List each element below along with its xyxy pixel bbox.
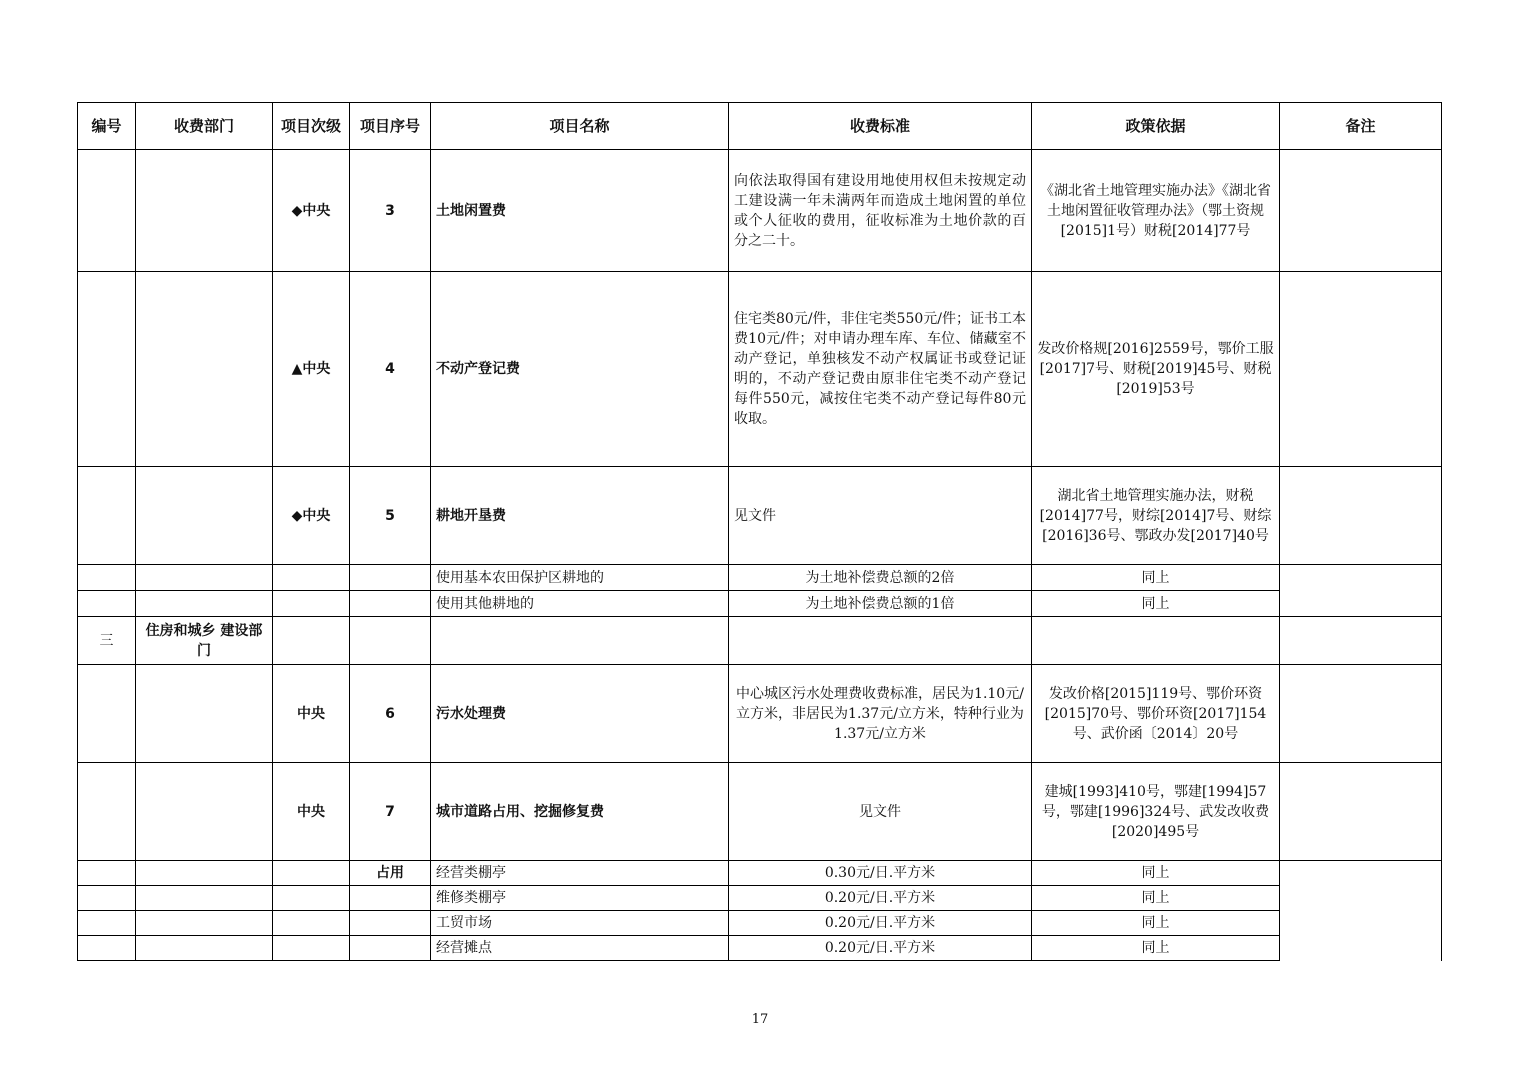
cell-no (78, 565, 136, 591)
cell-remark (1280, 763, 1442, 861)
cell-standard: 住宅类80元/件，非住宅类550元/件；证书工本费10元/件；对申请办理车库、车位、储藏室不动产登记，单独核发不动产权属证书或登记证明的，不动产登记费由原非住宅类不动产登记每件550元，减按住宅类不动产登记每件80元收取。 (729, 272, 1032, 467)
cell-seq (350, 591, 431, 617)
page-number: 17 (751, 1012, 769, 1027)
header-seq: 项目序号 (350, 103, 431, 150)
cell-basis: 同上 (1032, 936, 1280, 961)
cell-seq: 6 (350, 665, 431, 763)
table-row (78, 936, 1442, 961)
cell-name: 经营类棚亭 (431, 861, 729, 886)
cell-seq (350, 617, 431, 665)
cell-seq: 7 (350, 763, 431, 861)
cell-dept (136, 936, 273, 961)
cell-seq (350, 911, 431, 936)
cell-name: 经营摊点 (431, 936, 729, 961)
cell-no (78, 936, 136, 961)
cell-level (273, 861, 350, 886)
fee-table (77, 102, 1442, 961)
cell-dept: 住房和城乡 建设部门 (136, 617, 273, 665)
cell-standard (729, 617, 1032, 665)
cell-seq: 5 (350, 467, 431, 565)
section-row (78, 617, 1442, 665)
cell-level: ◆中央 (273, 467, 350, 565)
cell-dept (136, 861, 273, 886)
cell-no (78, 911, 136, 936)
cell-name (431, 617, 729, 665)
header-row (78, 103, 1442, 150)
cell-basis: 《湖北省土地管理实施办法》《湖北省土地闲置征收管理办法》（鄂土资规[2015]1号）财税[2014]77号 (1032, 150, 1280, 272)
cell-name: 耕地开垦费 (431, 467, 729, 565)
header-remark: 备注 (1280, 103, 1442, 150)
cell-no (78, 467, 136, 565)
cell-seq (350, 936, 431, 961)
table-row (78, 886, 1442, 911)
cell-remark (1280, 565, 1442, 617)
cell-no: 三 (78, 617, 136, 665)
cell-remark (1280, 272, 1442, 467)
header-no: 编号 (78, 103, 136, 150)
cell-remark (1280, 617, 1442, 665)
cell-dept (136, 886, 273, 911)
cell-level: ◆中央 (273, 150, 350, 272)
cell-standard: 见文件 (729, 467, 1032, 565)
cell-remark (1280, 467, 1442, 565)
cell-level: ▲中央 (273, 272, 350, 467)
cell-level (273, 591, 350, 617)
cell-dept (136, 150, 273, 272)
cell-name: 使用基本农田保护区耕地的 (431, 565, 729, 591)
table-row (78, 467, 1442, 565)
cell-level (273, 617, 350, 665)
cell-seq: 3 (350, 150, 431, 272)
cell-no (78, 150, 136, 272)
cell-no (78, 763, 136, 861)
cell-standard: 0.20元/日.平方米 (729, 886, 1032, 911)
cell-name: 工贸市场 (431, 911, 729, 936)
cell-dept (136, 467, 273, 565)
cell-seq: 4 (350, 272, 431, 467)
cell-level (273, 936, 350, 961)
cell-standard: 0.20元/日.平方米 (729, 911, 1032, 936)
cell-no (78, 861, 136, 886)
table-row (78, 665, 1442, 763)
cell-dept (136, 591, 273, 617)
cell-basis: 同上 (1032, 565, 1280, 591)
cell-level (273, 565, 350, 591)
header-dept: 收费部门 (136, 103, 273, 150)
table-row (78, 565, 1442, 591)
cell-no (78, 272, 136, 467)
cell-standard: 中心城区污水处理费收费标准，居民为1.10元/立方米，非居民为1.37元/立方米，特种行业为1.37元/立方米 (729, 665, 1032, 763)
cell-remark (1280, 150, 1442, 272)
cell-basis: 同上 (1032, 911, 1280, 936)
cell-standard: 0.20元/日.平方米 (729, 936, 1032, 961)
cell-dept (136, 763, 273, 861)
table-row (78, 150, 1442, 272)
cell-standard: 0.30元/日.平方米 (729, 861, 1032, 886)
cell-basis: 建城[1993]410号，鄂建[1994]57号，鄂建[1996]324号、武发改收费[2020]495号 (1032, 763, 1280, 861)
cell-name: 使用其他耕地的 (431, 591, 729, 617)
cell-basis: 同上 (1032, 591, 1280, 617)
cell-name: 城市道路占用、挖掘修复费 (431, 763, 729, 861)
cell-dept (136, 272, 273, 467)
table-row (78, 591, 1442, 617)
cell-level: 中央 (273, 665, 350, 763)
cell-standard: 为土地补偿费总额的2倍 (729, 565, 1032, 591)
cell-name: 污水处理费 (431, 665, 729, 763)
header-level: 项目次级 (273, 103, 350, 150)
cell-no (78, 591, 136, 617)
table-row (78, 763, 1442, 861)
cell-level (273, 911, 350, 936)
header-standard: 收费标准 (729, 103, 1032, 150)
cell-level (273, 886, 350, 911)
cell-basis: 同上 (1032, 861, 1280, 886)
cell-seq (350, 565, 431, 591)
cell-dept (136, 911, 273, 936)
cell-dept (136, 565, 273, 591)
cell-standard: 为土地补偿费总额的1倍 (729, 591, 1032, 617)
cell-basis: 同上 (1032, 886, 1280, 911)
header-basis: 政策依据 (1032, 103, 1280, 150)
cell-remark (1280, 665, 1442, 763)
cell-seq: 占用 (350, 861, 431, 886)
cell-name: 不动产登记费 (431, 272, 729, 467)
cell-basis: 发改价格[2015]119号、鄂价环资[2015]70号、鄂价环资[2017]154号、武价函〔2014〕20号 (1032, 665, 1280, 763)
cell-basis: 湖北省土地管理实施办法，财税[2014]77号，财综[2014]7号、财综[2016]36号、鄂政办发[2017]40号 (1032, 467, 1280, 565)
cell-dept (136, 665, 273, 763)
cell-standard: 见文件 (729, 763, 1032, 861)
table-row (78, 861, 1442, 886)
table-row (78, 911, 1442, 936)
cell-basis: 发改价格规[2016]2559号，鄂价工服[2017]7号、财税[2019]45号、财税[2019]53号 (1032, 272, 1280, 467)
table-row (78, 272, 1442, 467)
cell-level: 中央 (273, 763, 350, 861)
cell-seq (350, 886, 431, 911)
cell-basis (1032, 617, 1280, 665)
cell-no (78, 665, 136, 763)
cell-no (78, 886, 136, 911)
cell-remark (1280, 861, 1442, 961)
header-name: 项目名称 (431, 103, 729, 150)
cell-name: 土地闲置费 (431, 150, 729, 272)
cell-name: 维修类棚亭 (431, 886, 729, 911)
cell-standard: 向依法取得国有建设用地使用权但未按规定动工建设满一年未满两年而造成土地闲置的单位或个人征收的费用，征收标准为土地价款的百分之二十。 (729, 150, 1032, 272)
